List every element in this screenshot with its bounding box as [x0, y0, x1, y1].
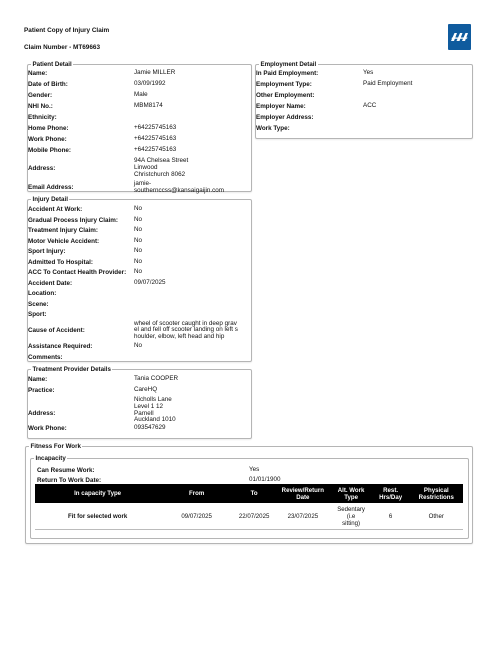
employment-label: Other Employment:	[256, 92, 315, 99]
injury-label: Sport:	[28, 311, 47, 318]
incapacity-table-cell: Sedentary (i.e sitting)	[331, 503, 372, 530]
fitness-label: Return To Work Date:	[37, 477, 102, 484]
provider-label: Address:	[28, 409, 56, 417]
injury-value: No	[134, 247, 143, 254]
patient-value: Jamie MILLER	[134, 69, 176, 76]
injury-value: 09/07/2025	[134, 278, 166, 286]
incapacity-column-header: Physical Restrictions	[410, 484, 463, 503]
incapacity-table-body	[35, 503, 463, 530]
injury-value: No	[134, 236, 143, 244]
employment-label: In Paid Employment:	[256, 70, 319, 77]
incapacity-table-row	[35, 503, 463, 530]
employment-label: Employer Name:	[256, 103, 306, 110]
patient-label: Gender:	[28, 92, 53, 99]
patient-label: Name:	[28, 70, 48, 77]
patient-value: 03/09/1992	[134, 80, 166, 87]
injury-value: wheel of scooter caught in deep grav el and fell off scooter landing on left s houlder, elbow, left head and hip	[134, 319, 238, 341]
employment-value: Paid Employment	[363, 80, 413, 87]
patient-value: +64225745163	[134, 146, 177, 153]
provider-label: Work Phone:	[28, 425, 67, 432]
injury-label: Cause of Accident:	[28, 327, 85, 334]
employment-detail-legend: Employment Detail	[260, 61, 317, 68]
patient-detail-legend: Patient Detail	[32, 61, 72, 68]
patient-value: Male	[134, 91, 148, 98]
provider-value: 093547629	[134, 424, 166, 431]
employment-value: Yes	[363, 69, 374, 76]
patient-value: 94A Chelsea Street Linwood Christchurch 8062	[134, 157, 189, 178]
employment-label: Work Type:	[256, 125, 290, 132]
fitness-label: Can Resume Work:	[37, 467, 95, 474]
injury-detail-section	[27, 196, 252, 362]
injury-label: Sport Injury:	[28, 248, 66, 255]
incapacity-legend: Incapacity	[35, 455, 66, 462]
patient-label: Mobile Phone:	[28, 147, 72, 154]
injury-label: ACC To Contact Health Provider:	[28, 269, 127, 276]
incapacity-column-header: Review/Return Date	[275, 484, 330, 503]
incapacity-table-cell: Fit for selected work	[35, 503, 160, 530]
incapacity-table-cell: 23/07/2025	[275, 503, 330, 530]
incapacity-column-header: From	[160, 484, 233, 503]
acc-logo	[448, 24, 471, 50]
injury-label: Comments:	[28, 354, 63, 361]
injury-value: No	[134, 268, 143, 275]
patient-label: Date of Birth:	[28, 81, 68, 88]
employment-label: Employment Type:	[256, 81, 312, 88]
incapacity-table-cell: 22/07/2025	[233, 503, 275, 530]
incapacity-table-header	[35, 484, 463, 503]
patient-detail-section	[27, 61, 252, 192]
employment-value: ACC	[363, 102, 377, 109]
provider-value: CareHQ	[134, 385, 158, 393]
patient-value: +64225745163	[134, 135, 177, 142]
incapacity-table	[35, 484, 463, 530]
patient-label: Ethnicity:	[28, 114, 57, 121]
provider-value: Tania COOPER	[134, 375, 179, 382]
patient-label: Work Phone:	[28, 136, 67, 143]
incapacity-column-header: To	[233, 484, 275, 503]
injury-value: No	[134, 205, 143, 212]
injury-label: Accident At Work:	[28, 206, 83, 213]
employment-detail-section	[255, 61, 473, 139]
provider-label: Practice:	[28, 386, 55, 394]
treatment-provider-section	[27, 366, 252, 439]
treatment-provider-legend: Treatment Provider Details	[32, 366, 111, 373]
fitness-value: 01/01/1900	[249, 476, 281, 483]
injury-value: No	[134, 342, 143, 349]
incapacity-table-cell: 6	[372, 503, 410, 530]
patient-label: Email Address:	[28, 184, 74, 191]
injury-value: No	[134, 215, 143, 223]
fitness-value: Yes	[249, 466, 260, 473]
injury-value: No	[134, 226, 143, 233]
patient-label: NHI No.:	[28, 103, 53, 110]
injury-label: Gradual Process Injury Claim:	[28, 216, 118, 224]
fitness-for-work-legend: Fitness For Work	[30, 443, 81, 450]
injury-detail-legend: Injury Detail	[32, 196, 68, 203]
injury-label: Treatment Injury Claim:	[28, 227, 98, 234]
patient-value: +64225745163	[134, 124, 177, 131]
injury-label: Admitted To Hospital:	[28, 258, 93, 266]
incapacity-column-header: Alt. Work Type	[331, 484, 372, 503]
patient-value: MBM8174	[134, 102, 163, 109]
incapacity-table-cell: 09/07/2025	[160, 503, 233, 530]
injury-label: Assistance Required:	[28, 343, 93, 350]
patient-label: Address:	[28, 164, 56, 172]
incapacity-column-header: Rest. Hrs/Day	[372, 484, 410, 503]
provider-label: Name:	[28, 376, 48, 383]
document-title: Patient Copy of Injury Claim	[24, 27, 110, 34]
incapacity-table-cell: Other	[410, 503, 463, 530]
injury-value: No	[134, 257, 143, 265]
injury-label: Scene:	[28, 300, 49, 308]
incapacity-column-header: In capacity Type	[35, 484, 160, 503]
injury-label: Accident Date:	[28, 279, 73, 287]
injury-label: Location:	[28, 290, 57, 297]
claim-number: Claim Number - MT69663	[24, 44, 101, 51]
patient-value: jamie- southernccss@kansaigaijin.com	[134, 180, 225, 194]
provider-value: Nicholls Lane Level 1 12 Parnell Auckland 1010	[134, 396, 176, 424]
injury-label: Motor Vehicle Accident:	[28, 237, 100, 245]
employment-label: Employer Address:	[256, 114, 314, 121]
patient-label: Home Phone:	[28, 125, 69, 132]
